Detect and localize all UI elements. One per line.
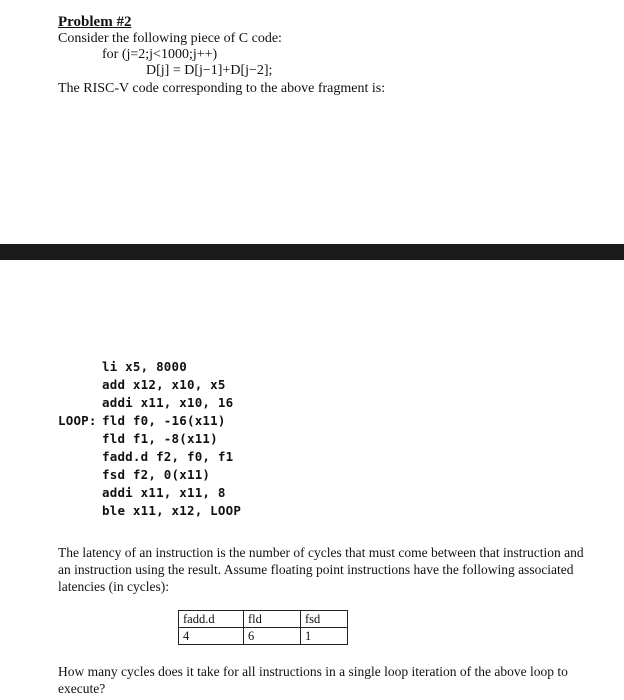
problem-title: Problem #2 <box>58 14 132 30</box>
asm-loop-label: LOOP: <box>58 413 97 428</box>
latency-value-cell: 1 <box>301 628 348 645</box>
asm-line: fadd.d f2, f0, f1 <box>102 449 234 464</box>
asm-line: addi x11, x11, 8 <box>102 485 226 500</box>
asm-line: ble x11, x12, LOOP <box>102 503 242 518</box>
question-text: How many cycles does it take for all instructions in a single loop iteration of the above loop to execute? <box>58 664 568 696</box>
latency-value-cell: 6 <box>244 628 301 645</box>
latency-header-row <box>179 611 348 628</box>
asm-line: fld f1, -8(x11) <box>102 431 218 446</box>
asm-line: fsd f2, 0(x11) <box>102 467 211 482</box>
latency-header-cell: fadd.d <box>179 611 244 628</box>
latency-paragraph: The latency of an instruction is the number of cycles that must come between that instruction and an instruction using the result. Assume floating point instructions have the following associated latencies (in cycles): <box>58 545 584 594</box>
latency-table <box>178 610 348 645</box>
problem-intro: Consider the following piece of C code: <box>58 31 282 46</box>
latency-header-cell: fsd <box>301 611 348 628</box>
asm-line: add x12, x10, x5 <box>102 377 226 392</box>
asm-line: addi x11, x10, 16 <box>102 395 234 410</box>
latency-header-cell: fld <box>244 611 301 628</box>
black-divider-bar <box>0 244 624 260</box>
asm-line: li x5, 8000 <box>102 359 187 374</box>
asm-line: fld f0, -16(x11) <box>102 413 226 428</box>
c-code-line-1: for (j=2;j<1000;j++) <box>102 47 218 62</box>
latency-value-row <box>179 628 348 645</box>
latency-value-cell: 4 <box>179 628 244 645</box>
risc-intro: The RISC-V code corresponding to the above fragment is: <box>58 81 386 96</box>
c-code-line-2: D[j] = D[j−1]+D[j−2]; <box>146 63 273 78</box>
